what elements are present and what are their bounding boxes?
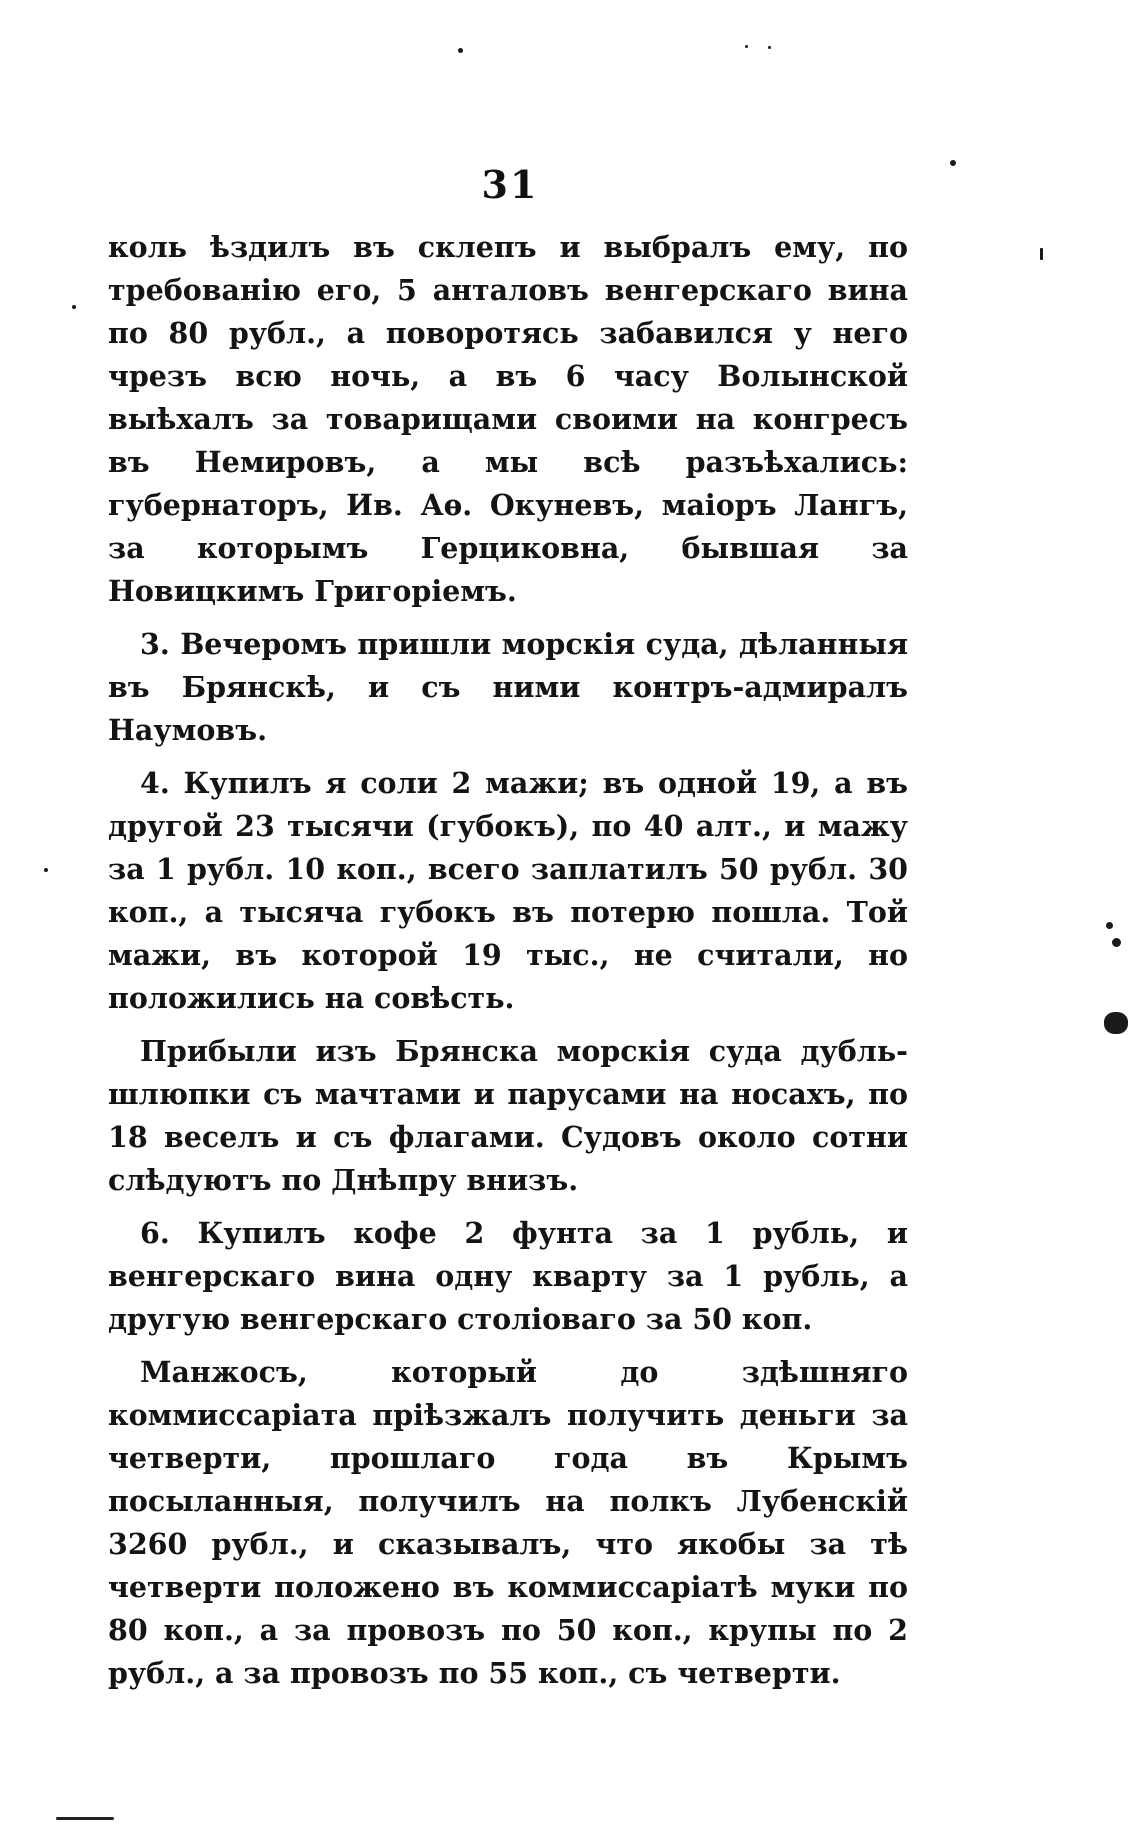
- paragraph-day-4: 4. Купилъ я соли 2 мажи; въ одной 19, а въ другой 23 тысячи (губокъ), по 40 алт., и мажу за 1 рубл. 10 коп., всего заплатилъ 50 рубл. 30 коп., а тысяча губокъ въ потерю пошла. Той мажи, въ которой 19 тыс., не считали, но положились на совѣсть.: [108, 766, 908, 1015]
- scan-speck: [72, 305, 76, 309]
- scan-speck: [768, 46, 771, 49]
- paragraph-continued: коль ѣздилъ въ склепъ и выбралъ ему, по требованію его, 5 анталовъ венгерскаго вина по 80 рубл., а поворотясь забавился у него чрезъ всю ночь, а въ 6 часу Волынской выѣхалъ за товарищами своими на конгресъ въ Немировъ, а мы всѣ разъѣхались: губернаторъ, Ив. Аѳ. Окуневъ, маіоръ Лангъ, за которымъ Герциковна, бывшая за Новицкимъ Григоріемъ.: [108, 230, 908, 608]
- paragraph-day-3: 3. Вечеромъ пришли морскія суда, дѣланныя въ Брянскѣ, и съ ними контръ-адмиралъ Наумовъ.: [108, 627, 908, 747]
- scan-edge-mark: [56, 1817, 114, 1820]
- paragraph-ships-arrival: Прибыли изъ Брянска морскія суда дубль-шлюпки съ мачтами и парусами на носахъ, по 18 веселъ и съ флагами. Судовъ около сотни слѣдуютъ по Днѣпру внизъ.: [108, 1034, 908, 1197]
- page-number: 31: [481, 162, 539, 207]
- scan-speck: [1106, 922, 1113, 929]
- scan-speck: [1112, 938, 1121, 947]
- paragraph-manzhos: Манжосъ, который до здѣшняго коммиссаріата пріѣзжалъ получить деньги за четверти, прошлаго года въ Крымъ посыланныя, получилъ на полкъ Лубенскій 3260 рубл., и сказывалъ, что якобы за тѣ четверти положено въ коммиссаріатѣ муки по 80 коп., а за провозъ по 50 коп., крупы по 2 рубл., а за провозъ по 55 коп., съ четверти.: [108, 1355, 908, 1690]
- scan-speck: [1040, 248, 1043, 260]
- text-column: [108, 226, 908, 1705]
- scan-speck: [1104, 1012, 1128, 1034]
- scan-speck: [44, 868, 48, 872]
- scan-speck: [745, 45, 748, 48]
- paragraph-day-6: 6. Купилъ кофе 2 фунта за 1 рубль, и венгерскаго вина одну кварту за 1 рубль, а другую венгерскаго століоваго за 50 коп.: [108, 1216, 908, 1336]
- scan-speck: [950, 160, 956, 166]
- scan-speck: [458, 48, 463, 53]
